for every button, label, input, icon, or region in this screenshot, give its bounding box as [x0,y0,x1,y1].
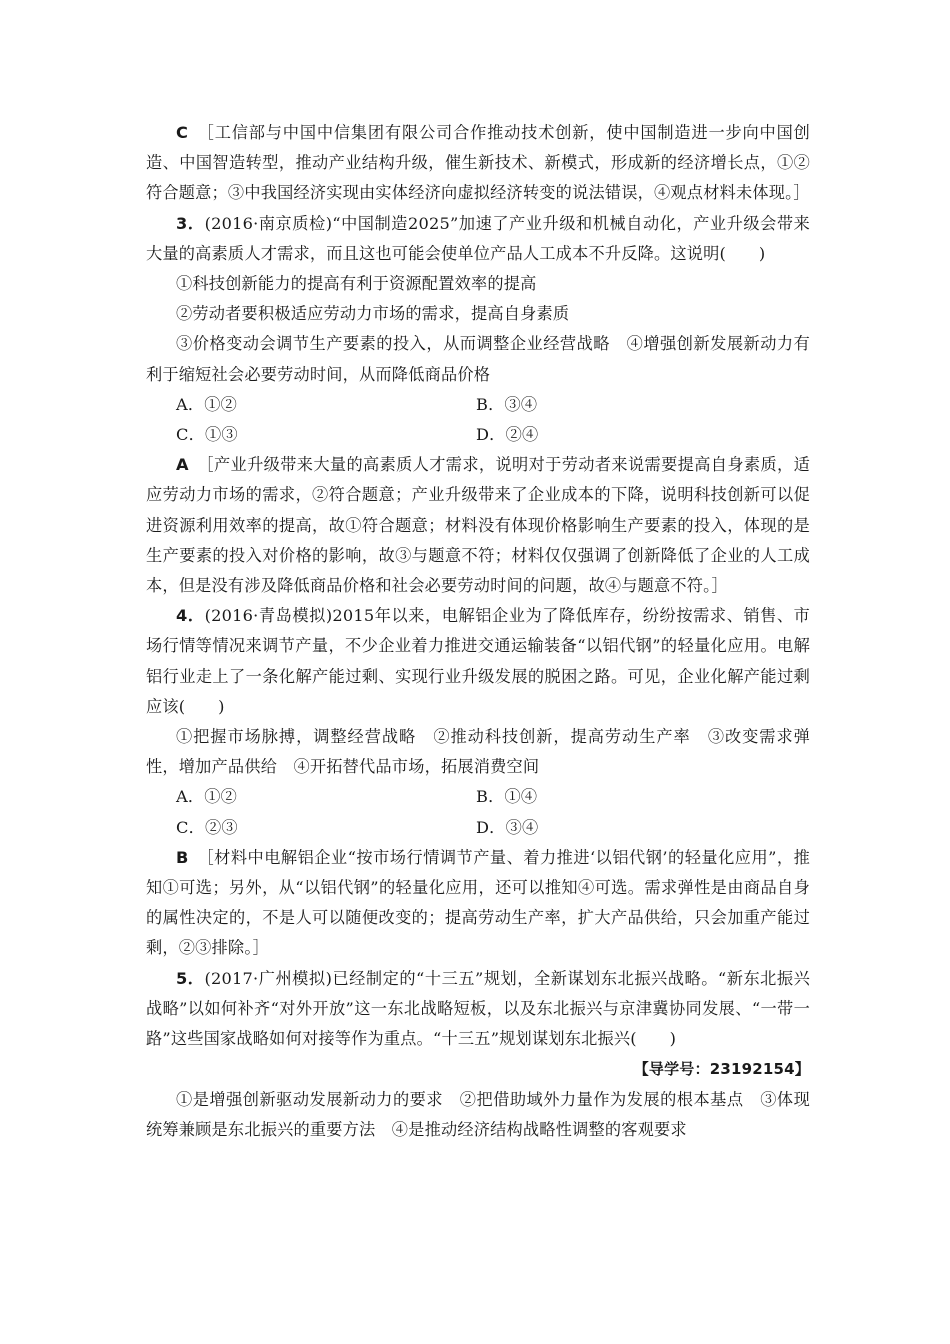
guide-reference-number: 【导学号：23192154】 [633,1060,810,1079]
question-3-text: (2016·南京质检)“中国制造2025”加速了产业升级和机械自动化，产业升级会带来大量的高素质人才需求，而且这也可能会使单位产品人工成本不升反降。这说明( ) [146,213,810,263]
answer-2-letter: C [176,123,189,142]
question-3-item-1: ①科技创新能力的提高有利于资源配置效率的提高 [176,274,537,294]
question-4-option-c: C．②③ [176,817,238,837]
question-4-text: (2016·青岛模拟)2015年以来，电解铝企业为了降低库存，纷纷按需求、销售、市场行情等情况来调节产量，不少企业着力推进交通运输装备“以铝代钢”的轻量化应用。电解铝行业走上了一条化解产能过剩、实现行业升级发展的脱困之路。可见，企业化解产能过剩应该( ) [146,606,810,716]
question-3-option-d: D．②④ [476,425,539,445]
question-5-number: 5． [176,968,205,988]
question-3-options [146,390,810,450]
question-5-stem [146,964,810,1055]
question-5-text: (2017·广州模拟)已经制定的“十三五”规划，全新谋划东北振兴战略。“新东北振兴战略”以如何补齐“对外开放”这一东北战略短板，以及东北振兴与京津冀协同发展、“一带一路”这些国家战略如何对接等作为重点。“十三五”规划谋划东北振兴( ) [146,968,811,1049]
question-4-options [146,782,810,842]
question-4-items: ①把握市场脉搏，调整经营战略 ②推动科技创新，提高劳动生产率 ③改变需求弹性，增加产品供给 ④开拓替代品市场，拓展消费空间 [146,727,810,777]
question-3-option-a: A．①② [176,394,238,414]
answer-2-explanation [146,118,810,209]
document-page [146,118,810,1145]
question-3-stem [146,209,810,269]
answer-3-explanation [146,450,810,601]
question-4-option-d: D．③④ [476,817,539,837]
answer-4-letter: B [176,847,189,867]
question-4-option-a: A．①② [176,787,238,807]
answer-3-text: ［产业升级带来大量的高素质人才需求，说明对于劳动者来说需要提高自身素质，适应劳动力市场的需求，②符合题意；产业升级带来了企业成本的下降，说明科技创新可以促进资源利用效率的提高，故①符合题意；材料没有体现价格影响生产要素的投入，体现的是生产要素的投入对价格的影响，故③与题意不符；材料仅仅强调了创新降低了企业的人工成本，但是没有涉及降低商品价格和社会必要劳动时间的问题，故④与题意不符。］ [146,455,810,596]
question-5-items: ①是增强创新驱动发展新动力的要求 ②把借助域外力量作为发展的根本基点 ③体现统筹兼顾是东北振兴的重要方法 ④是推动经济结构战略性调整的客观要求 [146,1089,810,1139]
question-3-option-b: B．③④ [476,394,538,414]
question-3-item-3-4: ③价格变动会调节生产要素的投入，从而调整企业经营战略 ④增强创新发展新动力有利于缩短社会必要劳动时间，从而降低商品价格 [146,334,810,384]
question-4-option-b: B．①④ [476,787,538,807]
answer-3-letter: A [176,455,189,475]
question-3-option-c: C．①③ [176,425,238,445]
answer-2-text: ［工信部与中国中信集团有限公司合作推动技术创新，使中国制造进一步向中国创造、中国智造转型，推动产业结构升级，催生新技术、新模式，形成新的经济增长点，①②符合题意；③中我国经济实现由实体经济向虚拟经济转变的说法错误，④观点材料未体现。］ [146,123,810,203]
question-3-item-2: ②劳动者要积极适应劳动力市场的需求，提高自身素质 [176,304,570,324]
question-4-stem [146,601,810,722]
answer-4-text: ［材料中电解铝企业“按市场行情调节产量、着力推进‘以铝代钢’的轻量化应用”，推知①可选；另外，从“以铝代钢”的轻量化应用，还可以推知④可选。需求弹性是由商品自身的属性决定的，不是人可以随便改变的；提高劳动生产率，扩大产品供给，只会加重产能过剩，②③排除。］ [146,847,811,958]
question-4-number: 4． [176,606,205,626]
answer-4-explanation [146,843,810,964]
question-3-number: 3． [176,213,205,233]
